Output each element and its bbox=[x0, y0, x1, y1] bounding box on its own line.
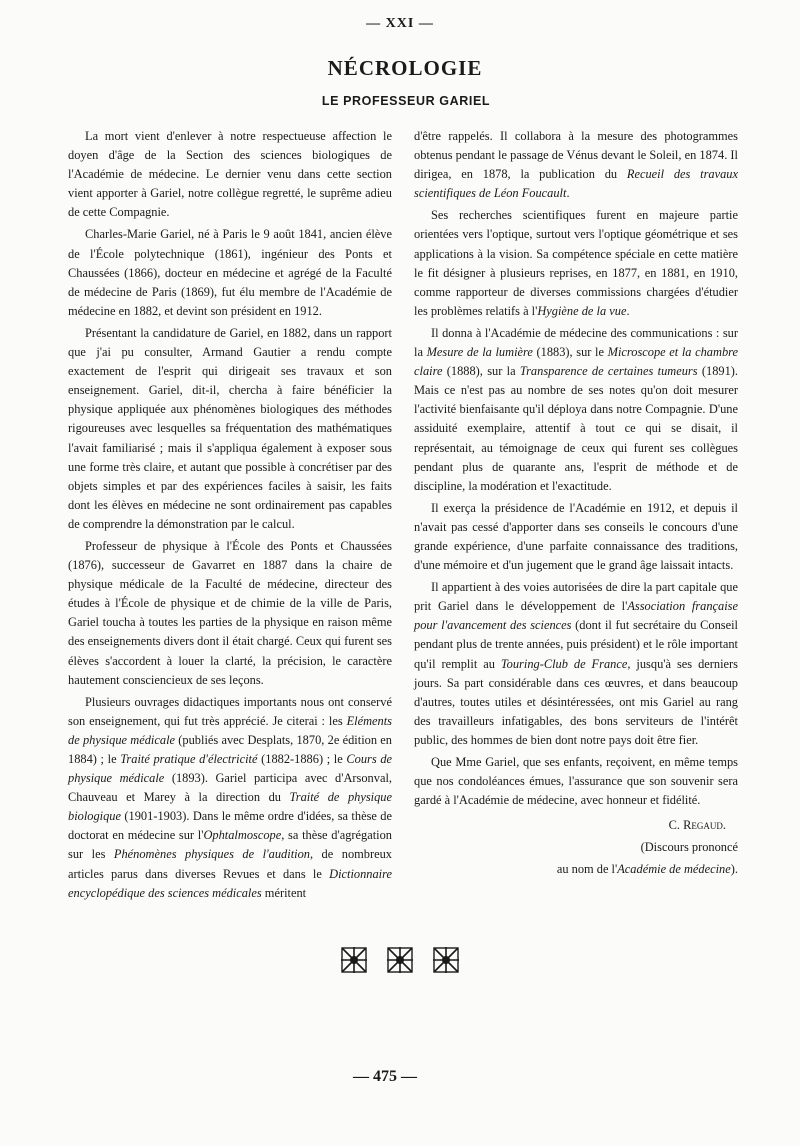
topic-title: Microscope et la chambre claire bbox=[414, 345, 739, 379]
signature-name: C. Regaud. bbox=[668, 818, 726, 833]
paragraph: La mort vient d'enlever à notre respectueuse affection le doyen d'âge de la Section des sciences biologiques de l'Académie de médecine. Le dernier venu dans cette section vient apporter à Gariel, notre collègue regretté, le suprême adieu de cette Compagnie. bbox=[68, 129, 392, 220]
topic-title: Transparence de certaines tumeurs bbox=[519, 364, 698, 379]
paragraph: Professeur de physique à l'École des Ponts et Chaussées (1876), successeur de Gavarret en 1887 dans la chaire de physique médicale de la Faculté de médecine, directeur des études à l'École de physique et de chimie de la ville de Paris, Gariel toucha à toutes les parties de la physique en raison même des enseignements divers dont il était chargé. Ceux qui furent ses élèves s'accordent à louer la clarté, la précision, le caractère hautement consciencieux de ses leçons. bbox=[68, 538, 392, 687]
paragraph: Il appartient à des voies autorisées de dire la part capitale que prit Gariel dans le développement de l'Association française pour l'avancement des sciences (dont il fut secrétaire du Conseil pendant plus de trente années, puis président) et le rôle important qu'il remplit au Touring-Club de France, jusqu'à ses derniers jours. Sa part considérable dans ces œuvres, et dans beaucoup d'autres, toutes utiles et désintéressées, ont mis Gariel au rang des travailleurs infatigables, des bons serviteurs de l'intérêt public, des hommes de bien dont notre pays doit être fier. bbox=[414, 580, 738, 747]
book-title: Eléments de physique médicale bbox=[68, 713, 392, 747]
book-title: Cours de physique médicale bbox=[68, 752, 393, 786]
article-subtitle: LE PROFESSEUR GARIEL bbox=[321, 94, 491, 108]
page-roman-header: — XXI — bbox=[366, 16, 434, 31]
paragraph: Plusieurs ouvrages didactiques importants nous ont conservé son enseignement, qui fut très apprécié. Je citerai : les Eléments de physique médicale (publiés avec Desplats, 1870, 2e édition en 1884) ; le Traité pratique d'électricité (1882-1886) ; le Cours de physique médicale (1893). Gariel participa avec d'Arsonval, Chauveau et Marey à la direction du Traité de physique biologique (1901-1903). Dans le même ordre d'idées, sa thèse de doctorat en médecine sur l'Ophtalmoscope, sa thèse d'agrégation sur les Phénomènes physiques de l'audition, de nombreux articles parus dans diverses Revues et dans le Dictionnaire encyclopédique des sciences médicales méritent bbox=[68, 694, 393, 900]
ornament-star-icon bbox=[386, 946, 414, 974]
page-title: NÉCROLOGIE bbox=[327, 56, 483, 80]
page-number: — 475 — bbox=[353, 1068, 417, 1085]
paragraph: Charles-Marie Gariel, né à Paris le 9 août 1841, ancien élève de l'École polytechnique (1861), ingénieur des Ponts et Chaussées (1866), docteur en médecine et agrégé de la Faculté de médecine de Paris (1869), fut élu membre de l'Académie de médecine en 1882, et devint son président en 1912. bbox=[68, 227, 392, 318]
topic-title: Hygiène de la vue bbox=[537, 303, 627, 318]
paragraph: Que Mme Gariel, que ses enfants, reçoivent, en même temps que nos condoléances émues, l'assurance que son souvenir sera gardé à l'Académie de médecine, avec honneur et fidélité. bbox=[414, 755, 738, 808]
book-title: Ophtalmoscope bbox=[203, 828, 282, 843]
topic-title: Mesure de la lumière bbox=[426, 345, 533, 360]
organization-name: Touring-Club de France bbox=[500, 656, 628, 671]
book-title: Recueil des travaux scientifiques de Léon Foucault bbox=[414, 167, 738, 201]
ornament-star-icon bbox=[432, 946, 460, 974]
paragraph: Présentant la candidature de Gariel, en 1882, dans un rapport que j'ai pu consulter, Armand Gautier a rendu compte exactement de l'esprit qui dirigeait ses travaux et son enseignement. Gariel, dit-il, chercha à faire bénéficier la physique appliquée aux phénomènes biologiques des méthodes rigoureuses avec lesquelles sa fréquentation des mathématiques l'avait familiarisé ; mais il s'appliqua également à exposer sous une forme très claire, et autant que possible à concrétiser par des objets simples et par des expériences faciles à saisir, les faits dont les élèves en médecine ne sont ordinairement pas capables de comprendre la démonstration par le calcul. bbox=[68, 325, 392, 531]
ornament-row bbox=[340, 946, 460, 974]
right-column bbox=[414, 127, 738, 882]
paragraph: Il exerça la présidence de l'Académie en 1912, et depuis il n'avait pas cessé d'apporter dans ses conseils le concours d'une grande expérience, d'une parfaite connaissance des traditions, d'une mémoire et d'un jugement que le grand âge laissait intacts. bbox=[414, 500, 738, 573]
paragraph: Ses recherches scientifiques furent en majeure partie orientées vers l'optique, surtout vers l'optique géométrique et ses applications à la vision. Sa compétence spéciale en cette matière le fit désigner à plusieurs reprises, en 1877, en 1881, en 1910, comme rapporteur de diverses commissions chargées d'étudier les problèmes relatifs à l'Hygiène de la vue. bbox=[414, 208, 738, 318]
left-column bbox=[68, 127, 392, 906]
organization-name: Association française pour l'avancement des sciences bbox=[414, 599, 738, 633]
paragraph: Il donna à l'Académie de médecine des communications : sur la Mesure de la lumière (1883), sur le Microscope et la chambre claire (1888), sur la Transparence de certaines tumeurs (1891). Mais ce n'est pas au nombre de ses notes qu'on doit mesurer l'activité bienfaisante qu'il déploya dans notre Compagnie. D'une assiduité exemplaire, attentif à tout ce qui se disait, il représentait, au témoignage de ceux qui furent ses collègues pendant plus de quarante ans, l'esprit de méthode et de discipline, la modération et l'exactitude. bbox=[414, 325, 739, 493]
book-title: Phénomènes physiques de l'audition bbox=[113, 847, 310, 862]
book-title: Traité de physique biologique bbox=[68, 790, 392, 824]
signature-note: au nom de l'Académie de médecine). bbox=[556, 862, 738, 877]
book-title: Traité pratique d'électricité bbox=[120, 752, 258, 766]
book-title: Dictionnaire encyclopédique des sciences médicales bbox=[68, 866, 392, 900]
signature-note: (Discours prononcé bbox=[640, 840, 738, 855]
ornament-star-icon bbox=[340, 946, 368, 974]
paragraph: d'être rappelés. Il collabora à la mesure des photogrammes obtenus pendant le passage de Vénus devant le Soleil, en 1874. Il dirigea, en 1878, la publication du Recueil des travaux scientifiques de Léon Foucault. bbox=[414, 129, 738, 201]
